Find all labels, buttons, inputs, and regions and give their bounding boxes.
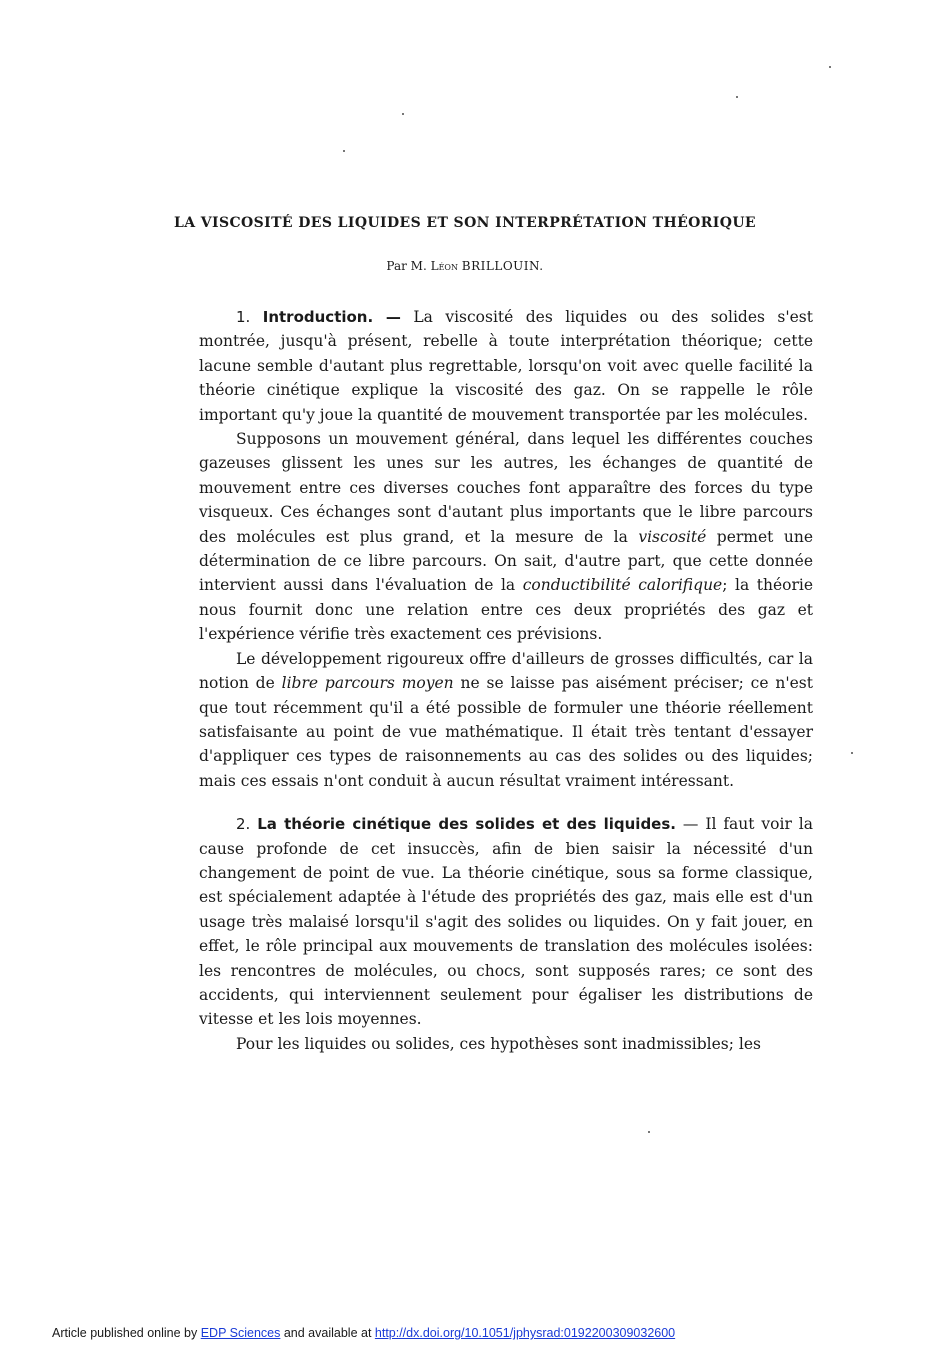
paragraph-text: ; la théorie nous fournit donc une relation entre ces deux propriétés des gaz et l'expérience vérifie très exactement ces prévisions. — [199, 576, 814, 644]
scan-speck — [851, 752, 853, 754]
intro-paragraph-2 — [199, 427, 813, 647]
italic-term: libre parcours moyen — [281, 674, 454, 693]
edp-sciences-link[interactable]: EDP Sciences — [200, 1326, 281, 1340]
section-heading-introduction: Introduction. — — [262, 308, 401, 326]
byline-prefix: Par M. — [386, 259, 427, 273]
intro-paragraph-3 — [199, 647, 813, 793]
author-last-name: BRILLOUIN. — [461, 259, 544, 273]
paragraph-text: Supposons un mouvement général, dans lequel les différentes couches gazeuses glissent les unes sur les autres, les échanges de quantité de mouvement entre ces diverses couches font apparaître des forces du type visqueux. Ces échanges sont d'autant plus importants que le libre parcours des molécules est plus grand, et la mesure de la — [199, 430, 813, 546]
kinetic-paragraph-2 — [199, 1032, 813, 1056]
scan-speck — [736, 96, 738, 98]
author-first-name: Léon — [430, 259, 458, 273]
paragraph-text: — Il faut voir la cause profonde de cet insuccès, afin de bien saisir la nécessité d'un changement de point de vue. La théorie cinétique, sous sa forme classique, est spécialement adaptée à l'étude des propriétés des gaz, mais elle est d'un usage très malaisé lorsqu'il s'agit des solides ou liquides. On y fait jouer, en effet, le rôle principal aux mouvements de translation des molécules isolées: les rencontres de molécules, ou chocs, sont supposés rares; ce sont des accidents, qui interviennent seulement pour égaliser les distributions de vitesse et les lois moyennes. — [199, 815, 813, 1029]
paper-title: LA VISCOSITÉ DES LIQUIDES ET SON INTERPRÉTATION THÉORIQUE — [174, 215, 756, 231]
scan-speck — [829, 66, 831, 68]
section-number: 2. — [236, 815, 251, 834]
kinetic-paragraph-1 — [199, 812, 813, 1032]
footer-text: and available at — [280, 1326, 375, 1340]
paragraph-text: ne se laisse pas aisément préciser; ce n'est que tout récemment qu'il a été possible de formuler une théorie réellement satisfaisante au point de vue mathématique. Il était très tentant d'essayer d'appliquer ces types de raisonnements au cas des solides ou des liquides; mais ces essais n'ont conduit à aucun résultat vraiment intéressant. — [199, 674, 813, 790]
doi-link[interactable]: http://dx.doi.org/10.1051/jphysrad:0192200309032600 — [374, 1326, 676, 1340]
intro-paragraph-1 — [199, 305, 813, 427]
section-heading-kinetic-theory: La théorie cinétique des solides et des liquides. — [257, 815, 676, 834]
paragraph-text: Pour les liquides ou solides, ces hypothèses sont inadmissibles; les — [236, 1034, 761, 1053]
italic-term: viscosité — [638, 527, 707, 546]
footer-text: Article published online by — [52, 1326, 201, 1340]
article-body — [199, 305, 813, 1056]
publisher-footer — [52, 1326, 675, 1340]
paragraph-text: Le développement rigoureux offre d'ailleurs de grosses difficultés, car la notion de — [199, 649, 813, 693]
italic-term: conductibilité calorifique — [522, 576, 723, 595]
section-number: 1. — [236, 308, 251, 326]
paragraph-text: La viscosité des liquides ou des solides s'est montrée, jusqu'à présent, rebelle à toute interprétation théorique; cette lacune semble d'autant plus regrettable, lorsqu'on voit avec quelle facilité la théorie cinétique explique la viscosité des gaz. On se rappelle le rôle important qu'y joue la quantité de mouvement transportée par les molécules. — [199, 308, 813, 424]
scan-speck — [402, 113, 404, 115]
scan-speck — [648, 1131, 650, 1133]
scan-speck — [343, 150, 345, 152]
byline — [0, 259, 930, 273]
paragraph-text: permet une détermination de ce libre parcours. On sait, d'autre part, que cette donnée intervient aussi dans l'évaluation de la — [199, 527, 813, 595]
